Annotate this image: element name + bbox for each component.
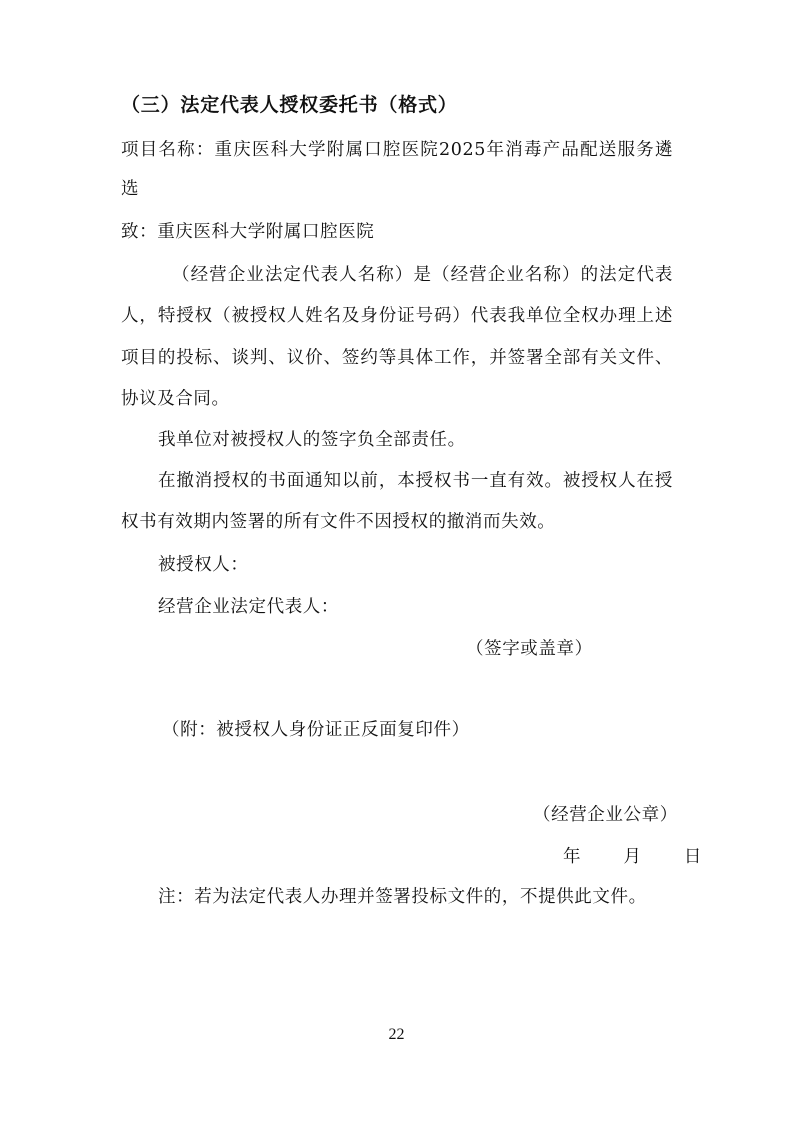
paragraph-2: 我单位对被授权人的签字负全部责任。 [158,430,466,450]
signature-note: （签字或盖章） [466,639,593,659]
document-heading: （三）法定代表人授权委托书（格式） [121,94,458,116]
page-number: 22 [388,1026,405,1043]
date-month-label: 月 [623,847,642,867]
addressee-line: 致：重庆医科大学附属口腔医院 [121,222,375,242]
date-year-label: 年 [563,847,582,867]
authorized-person-label: 被授权人： [158,555,249,575]
paragraph-1-line-1 [172,263,673,287]
date-day-label: 日 [683,847,703,867]
paragraph-3-text-1: 在撤消授权的书面通知以前，本授权书一直有效。被授权人在授 [158,471,673,491]
paragraph-3-line-1 [158,469,673,493]
project-name-line [121,138,673,162]
paragraph-1-text-1: （经营企业法定代表人名称）是（经营企业名称）的法定代表 [172,265,673,285]
paragraph-1-text-3: 项目的投标、谈判、议价、签约等具体工作，并签署全部有关文件、 [121,348,673,368]
footnote: 注：若为法定代表人办理并签署投标文件的，不提供此文件。 [158,887,647,907]
legal-representative-label: 经营企业法定代表人： [158,597,339,617]
company-seal-note: （经营企业公章） [533,805,678,825]
paragraph-1-text-2: 人，特授权（被授权人姓名及身份证号码）代表我单位全权办理上述 [121,306,673,326]
paragraph-1-line-2 [121,304,673,328]
project-name-text-1: 项目名称：重庆医科大学附属口腔医院2025年消毒产品配送服务遴 [121,140,673,160]
attachment-note: （附：被授权人身份证正反面复印件） [162,720,470,740]
paragraph-3-line-2: 权书有效期内签署的所有文件不因授权的撤消而失效。 [121,512,556,532]
date-row [563,845,702,869]
project-name-line-2: 选 [121,179,140,199]
paragraph-1-line-4: 协议及合同。 [121,389,230,409]
paragraph-1-line-3 [121,346,673,370]
